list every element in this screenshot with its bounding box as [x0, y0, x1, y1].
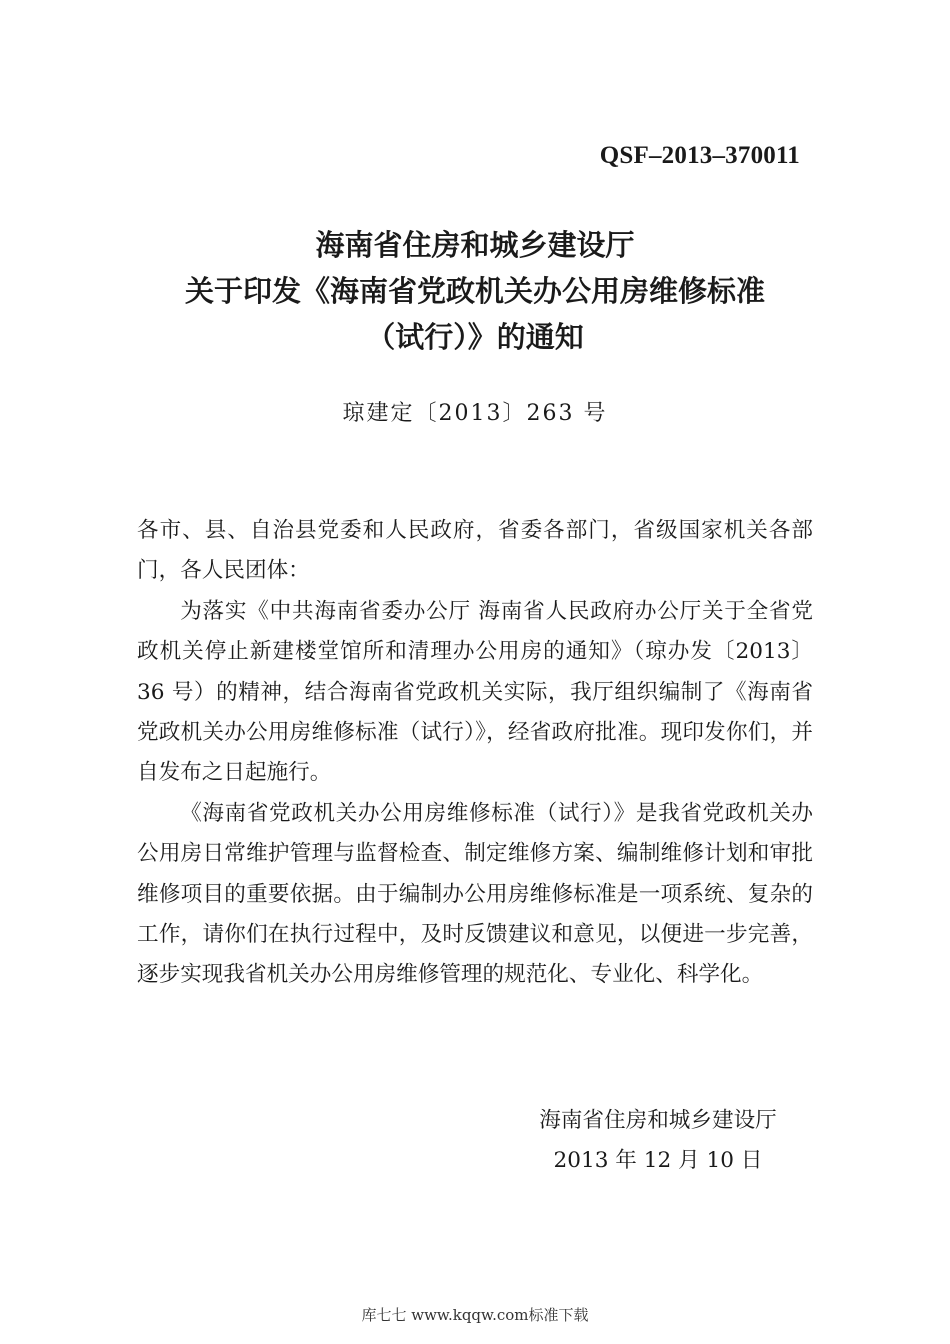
paragraph-2: 《海南省党政机关办公用房维修标准（试行）》是我省党政机关办公用房日常维护管理与监督检查、制定维修方案、编制维修计划和审批维修项目的重要依据。由于编制办公用房维修标准是一项系统、复杂的工作，请你们在执行过程中，及时反馈建议和意见，以便进一步完善，逐步实现我省机关办公用房维修管理的规范化、专业化、科学化。 [137, 800, 813, 988]
title-line-3: （试行）》的通知 [366, 320, 584, 354]
title-line-1: 海南省住房和城乡建设厅 [315, 228, 635, 262]
signature-block [528, 1101, 788, 1181]
document-number: 琼建定〔2013〕263 号 [342, 401, 608, 426]
issue-date: 2013 年 12 月 10 日 [553, 1148, 763, 1173]
issuer-name: 海南省住房和城乡建设厅 [539, 1108, 777, 1133]
document-title [0, 222, 950, 360]
salutation: 各市、县、自治县党委和人民政府，省委各部门，省级国家机关各部门，各人民团体： [137, 518, 813, 584]
title-line-2: 关于印发《海南省党政机关办公用房维修标准 [184, 274, 765, 308]
paragraph-1: 为落实《中共海南省委办公厅 海南省人民政府办公厅关于全省党政机关停止新建楼堂馆所和清理办公用房的通知》（琼办发〔2013〕36 号）的精神，结合海南省党政机关实际，我厅组织编制了《海南省党政机关办公用房维修标准（试行）》，经省政府批准。现印发你们，并自发布之日起施行。 [137, 598, 813, 786]
page-footer: 库七七 www.kqqw.com标准下载 [361, 1306, 589, 1324]
document-code: QSF–2013–370011 [599, 142, 800, 169]
document-body [137, 511, 813, 996]
